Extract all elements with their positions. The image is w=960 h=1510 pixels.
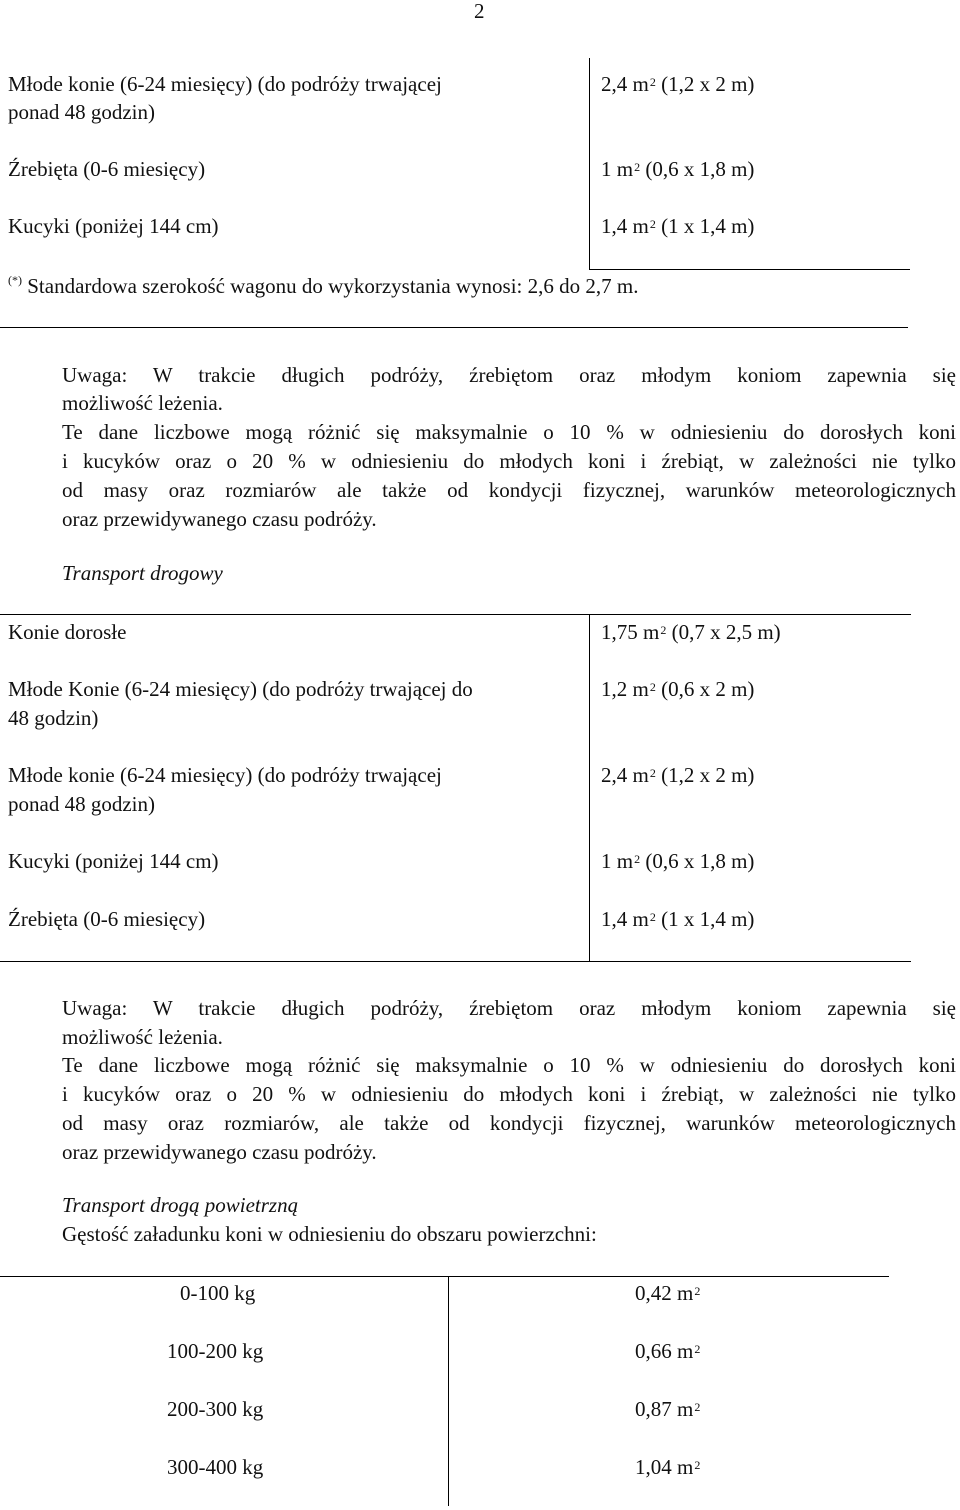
table-row-weight: 100-200 kg	[167, 1339, 264, 1363]
note-line: od masy oraz rozmiarów ale także od kondycji fizycznej, warunków meteorologicznych	[62, 478, 956, 502]
table-row-value: 2,4 $m^2$ (1,2 x 2 m)	[601, 72, 755, 96]
table-row-weight: 300-400 kg	[167, 1455, 264, 1479]
footnote: (*) Standardowa szerokość wagonu do wykorzystania wynosi: 2,6 do 2,7 m.	[8, 273, 639, 298]
table-row-label: ponad 48 godzin)	[8, 100, 155, 124]
table-bottom-rule	[0, 961, 911, 962]
table-column-divider	[589, 58, 590, 270]
table-row-label: Kucyki (poniżej 144 cm)	[8, 214, 219, 238]
table-column-divider	[448, 1276, 449, 1506]
table-bottom-rule	[589, 269, 910, 270]
note-line: Uwaga: W trakcie długich podróży, źrebiętom oraz młodym koniom zapewnia się	[62, 363, 956, 387]
section-heading-road: Transport drogowy	[62, 561, 223, 585]
table-column-divider	[589, 614, 590, 962]
table-row-value: 1 $m^2$ (0,6 x 1,8 m)	[601, 157, 755, 181]
table-row-label: Źrebięta (0-6 miesięcy)	[8, 907, 206, 931]
table-row-value: 0,42 $m^2$	[635, 1281, 701, 1305]
table-row-label: Młode konie (6-24 miesięcy) (do podróży trwającej	[8, 72, 442, 96]
table-row-value: 1,75 $m^2$ (0,7 x 2,5 m)	[601, 620, 781, 644]
table-row-label: Źrebięta (0-6 miesięcy)	[8, 157, 206, 181]
note-line: oraz przewidywanego czasu podróży.	[62, 507, 377, 531]
table-row-weight: 0-100 kg	[180, 1281, 256, 1305]
table-row-label: 48 godzin)	[8, 706, 99, 730]
table-row-label: Kucyki (poniżej 144 cm)	[8, 849, 219, 873]
note-line: od masy oraz rozmiarów, ale także od kondycji fizycznej, warunków meteorologicznych	[62, 1111, 956, 1135]
table-row-label: Młode Konie (6-24 miesięcy) (do podróży trwającej do	[8, 677, 473, 701]
table-row-label: Młode konie (6-24 miesięcy) (do podróży trwającej	[8, 763, 442, 787]
table-row-value: 1,4 $m^2$ (1 x 1,4 m)	[601, 907, 755, 931]
table-row-value: 0,87 $m^2$	[635, 1397, 701, 1421]
note-line: Te dane liczbowe mogą różnić się maksymalnie o 10 % w odniesieniu do dorosłych koni	[62, 1053, 956, 1077]
note-line: Uwaga: W trakcie długich podróży, źrebiętom oraz młodym koniom zapewnia się	[62, 996, 956, 1020]
page-number: 2	[474, 0, 485, 23]
table-top-rule	[0, 1276, 889, 1277]
note-line: i kucyków oraz o 20 % w odniesieniu do młodych koni i źrebiąt, w zależności nie tylko	[62, 449, 956, 473]
table-row-value: 1,4 $m^2$ (1 x 1,4 m)	[601, 214, 755, 238]
table-top-rule	[589, 614, 911, 615]
table-top-rule	[0, 614, 589, 615]
note-line: możliwość leżenia.	[62, 391, 223, 415]
note-line: oraz przewidywanego czasu podróży.	[62, 1140, 377, 1164]
table-row-label: ponad 48 godzin)	[8, 792, 155, 816]
table-row-value: 2,4 $m^2$ (1,2 x 2 m)	[601, 763, 755, 787]
table-row-value: 1,04 $m^2$	[635, 1455, 701, 1479]
table-row-weight: 200-300 kg	[167, 1397, 264, 1421]
section-heading-air: Transport drogą powietrzną	[62, 1193, 299, 1217]
footnote-rule	[0, 327, 908, 328]
table-row-value: 1,2 $m^2$ (0,6 x 2 m)	[601, 677, 755, 701]
table-row-label: Konie dorosłe	[8, 620, 127, 644]
note-line: i kucyków oraz o 20 % w odniesieniu do młodych koni i źrebiąt, w zależności nie tylko	[62, 1082, 956, 1106]
note-line: możliwość leżenia.	[62, 1025, 223, 1049]
air-intro-text: Gęstość załadunku koni w odniesieniu do obszaru powierzchni:	[62, 1222, 597, 1246]
note-line: Te dane liczbowe mogą różnić się maksymalnie o 10 % w odniesieniu do dorosłych koni	[62, 420, 956, 444]
table-row-value: 0,66 $m^2$	[635, 1339, 701, 1363]
table-row-value: 1 $m^2$ (0,6 x 1,8 m)	[601, 849, 755, 873]
